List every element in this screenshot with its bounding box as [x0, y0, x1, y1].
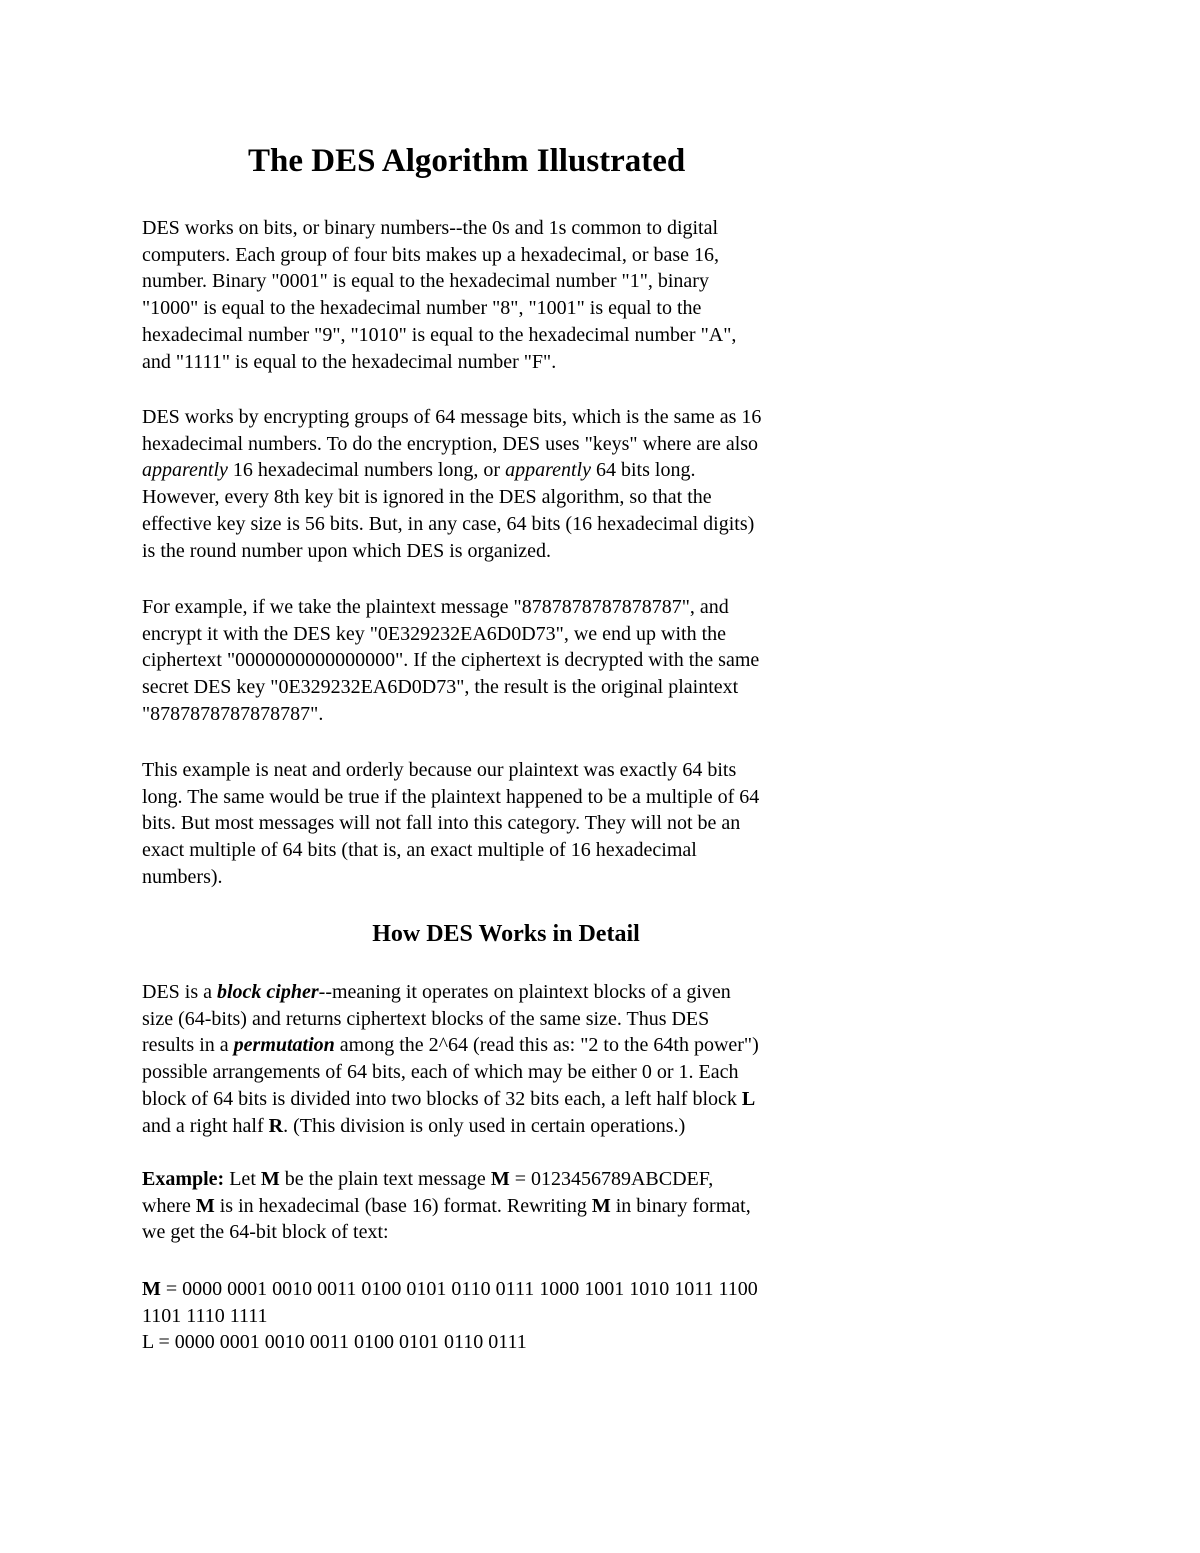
paragraph-keys — [142, 404, 882, 564]
text-line — [142, 1276, 882, 1303]
symbol-m: M — [260, 1168, 280, 1190]
text-line — [142, 457, 882, 484]
section-heading: How DES Works in Detail — [372, 921, 640, 947]
text-line: exact multiple of 64 bits (that is, an exact multiple of 16 hexadecimal — [142, 839, 697, 862]
text-line: For example, if we take the plaintext message "8787878787878787", and — [142, 596, 729, 618]
text-span: is in hexadecimal (base 16) format. Rewriting — [214, 1194, 592, 1217]
text-line: This example is neat and orderly because our plaintext was exactly 64 bits — [142, 759, 737, 781]
text-line: long. The same would be true if the plaintext happened to be a multiple of 64 — [142, 785, 760, 808]
paragraph-binary-hex — [142, 215, 882, 375]
text-line — [142, 1113, 882, 1140]
text-span: results in a — [142, 1034, 234, 1057]
paragraph-example-encryption — [142, 594, 882, 728]
term-block-cipher: block cipher — [217, 981, 319, 1003]
text-line: computers. Each group of four bits makes up a hexadecimal, or base 16, — [142, 243, 720, 266]
paragraph-multiple-of-64 — [142, 757, 882, 891]
text-span: 64 bits long. — [591, 459, 696, 482]
example-label: Example: — [142, 1168, 225, 1190]
term-permutation: permutation — [233, 1034, 335, 1057]
symbol-m: M — [142, 1278, 161, 1300]
text-line: However, every 8th key bit is ignored in the DES algorithm, so that the — [142, 486, 712, 509]
text-span: . (This division is only used in certain operations.) — [283, 1114, 686, 1137]
text-line: ciphertext "0000000000000000". If the ciphertext is decrypted with the same — [142, 649, 760, 672]
symbol-l: L — [741, 1087, 756, 1110]
paragraph-binary-blocks — [142, 1276, 882, 1356]
text-line — [142, 1193, 882, 1220]
symbol-m: M — [490, 1168, 510, 1190]
text-line: encrypt it with the DES key "0E329232EA6D0D73", we end up with the — [142, 622, 727, 645]
text-span: and a right half — [142, 1114, 269, 1137]
symbol-m: M — [195, 1194, 215, 1217]
text-line: "8787878787878787". — [142, 702, 324, 725]
text-span: DES is a — [142, 981, 217, 1003]
text-span: 16 hexadecimal numbers long, or — [227, 459, 506, 482]
paragraph-block-cipher — [142, 979, 882, 1139]
binary-l-value: L = 0000 0001 0010 0011 0100 0101 0110 0111 — [142, 1331, 527, 1354]
text-line: 1101 1110 1111 — [142, 1304, 268, 1327]
symbol-r: R — [268, 1114, 284, 1137]
page-title: The DES Algorithm Illustrated — [248, 143, 686, 179]
text-span: Let — [224, 1168, 261, 1190]
text-line: numbers). — [142, 865, 223, 888]
text-span: be the plain text message — [279, 1168, 491, 1190]
binary-m-value: = 0000 0001 0010 0011 0100 0101 0110 0111 1000 1001 1010 1011 1100 — [160, 1278, 758, 1300]
text-span: in binary format, — [610, 1194, 751, 1217]
text-line: hexadecimal number "9", "1010" is equal to the hexadecimal number "A", — [142, 323, 737, 346]
text-line: and "1111" is equal to the hexadecimal number "F". — [142, 350, 557, 373]
text-line: "1000" is equal to the hexadecimal number "8", "1001" is equal to the — [142, 297, 702, 320]
text-span: among the 2^64 (read this as: "2 to the 64th power") — [334, 1034, 759, 1057]
paragraph-example-message — [142, 1166, 882, 1246]
text-span: = 0123456789ABCDEF, — [509, 1168, 714, 1190]
text-span: block of 64 bits is divided into two blocks of 32 bits each, a left half block — [142, 1087, 742, 1110]
text-line — [142, 1032, 882, 1059]
text-line — [142, 979, 882, 1006]
emphasis-text: apparently — [505, 459, 591, 482]
text-line: hexadecimal numbers. To do the encryption, DES uses "keys" where are also — [142, 432, 759, 455]
text-span: where — [142, 1194, 196, 1217]
symbol-m: M — [591, 1194, 611, 1217]
text-line: is the round number upon which DES is organized. — [142, 539, 552, 562]
emphasis-text: apparently — [142, 459, 228, 482]
text-line: bits. But most messages will not fall into this category. They will not be an — [142, 812, 741, 835]
text-line: DES works on bits, or binary numbers--the 0s and 1s common to digital — [142, 217, 719, 239]
text-line — [142, 1086, 882, 1113]
text-line: DES works by encrypting groups of 64 message bits, which is the same as 16 — [142, 406, 762, 428]
text-span: --meaning it operates on plaintext blocks of a given — [318, 981, 731, 1003]
text-line — [142, 1166, 882, 1193]
text-line: number. Binary "0001" is equal to the hexadecimal number "1", binary — [142, 270, 709, 293]
text-line: possible arrangements of 64 bits, each of which may be either 0 or 1. Each — [142, 1061, 739, 1084]
text-line: we get the 64-bit block of text: — [142, 1221, 389, 1244]
text-line: secret DES key "0E329232EA6D0D73", the result is the original plaintext — [142, 676, 739, 699]
text-line: size (64-bits) and returns ciphertext blocks of the same size. Thus DES — [142, 1007, 710, 1030]
text-line: effective key size is 56 bits. But, in any case, 64 bits (16 hexadecimal digits) — [142, 512, 755, 535]
